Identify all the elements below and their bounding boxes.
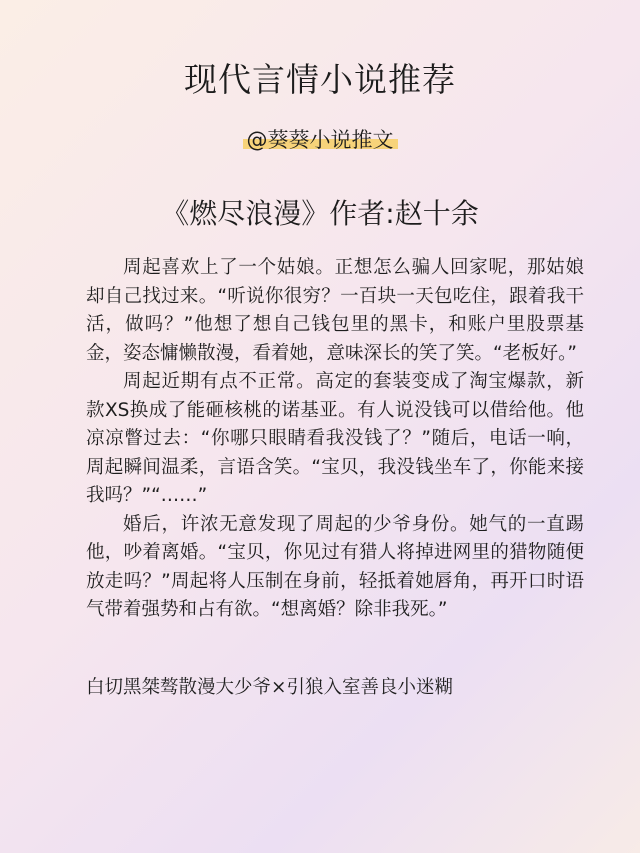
character-tagline: 白切黑桀骜散漫大少爷×引狼入室善良小迷糊 xyxy=(86,677,454,698)
synopsis-paragraph-3: 婚后，许浓无意发现了周起的少爷身份。她气的一直踢他，吵着离婚。“宝贝，你见过有猎人将掉进网里的猎物随便放走吗？”周起将人压制在身前，轻抵着她唇角，再开口时语气带着强势和占有欲。“想离婚？除非我死。” xyxy=(86,513,584,620)
synopsis-paragraph-2: 周起近期有点不正常。高定的套装变成了淘宝爆款，新款XS换成了能砸核桃的诺基亚。有人说没钱可以借给他。他凉凉瞥过去：“你哪只眼睛看我没钱了？”随后，电话一响，周起瞬间温柔，言语含笑。“宝贝，我没钱坐车了，你能来接我吗？”“……” xyxy=(86,371,584,506)
synopsis-paragraph-1: 周起喜欢上了一个姑娘。正想怎么骗人回家呢，那姑娘却自己找过来。“听说你很穷？一百块一天包吃住，跟着我干活，做吗？”他想了想自己钱包里的黑卡，和账户里股票基金，姿态慵懒散漫，看着她，意味深长的笑了笑。“老板好。” xyxy=(86,257,584,364)
author-tag-label: @葵葵小说推文 xyxy=(243,128,398,152)
author-tag xyxy=(0,124,640,154)
page-title: 现代言情小说推荐 xyxy=(184,60,456,99)
book-title: 《燃尽浪漫》作者:赵十余 xyxy=(161,197,479,230)
synopsis xyxy=(86,254,584,625)
